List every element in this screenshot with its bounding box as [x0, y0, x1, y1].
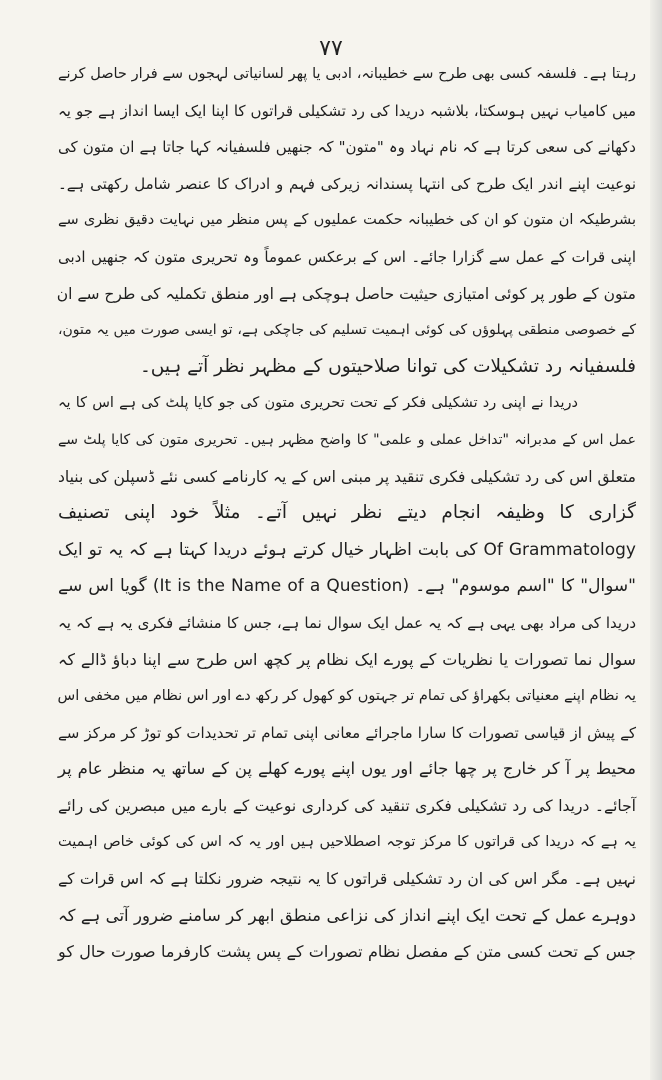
text-line: متعلق اس کی رد تشکیلی فکری تنقید پر مبنی اس کے یہ کارنامے کسی نئے ڈسپلن کی بنیاد: [58, 467, 636, 486]
text-line: جس کے تحت کسی متن کے مفصل نظام تصورات کے پس پشت کارفرما صورت حال کو: [58, 942, 636, 962]
text-line: دوہرے عمل کے تحت ایک اپنے انداز کی نزاعی منطق ابھر کر سامنے ضرور آتی ہے کہ: [58, 905, 636, 925]
text-line: اپنی قرات کے عمل سے گزارا جائے۔ اس کے برعکس عموماً وہ تحریری متون کہ جنھیں ادبی: [58, 247, 636, 266]
text-line: نوعیت اپنے اندر ایک طرح کی انتہا پسندانہ زیرکی فہم و ادراک کا عنصر شامل رکھتی ہے۔: [58, 174, 636, 193]
text-line: "سوال" کا "اسم موسوم" ہے۔ (It is the Name of a Question) گویا اس سے: [58, 576, 636, 597]
text-line: Of Grammatology کی بابت اظہار خیال کرتے ہوئے دریدا کہتا ہے کہ یہ تو ایک: [58, 539, 636, 560]
text-line: محیط پر آ کر خارج پر چھا جائے اور یوں اپنے پورے کھلے پن کے ساتھ یہ منظر عام پر: [58, 759, 636, 779]
text-line: میں کامیاب نہیں ہوسکتا، بلاشبہ دریدا کی رد تشکیلی قراتوں کا اپنا ایک ایسا انداز ہے جو یہ: [58, 101, 636, 120]
text-line: دریدا کی مراد بھی یہی ہے کہ یہ عمل ایک سوال نما ہے، جس کا منشائے فکری یہ ہے کہ یہ: [58, 613, 636, 632]
page-number: ۷۷: [319, 36, 343, 61]
text-line-paragraph-end: فلسفیانہ رد تشکیلات کی توانا صلاحیتوں کے مظہر نظر آتے ہیں۔: [139, 355, 636, 377]
text-line: متون کے طور پر کوئی امتیازی حیثیت حاصل ہوچکی ہے اور منطق تکملیہ کی طرح سے ان: [56, 284, 636, 303]
text-line: عمل اس کے مدبرانہ "تداخل عملی و علمی" کا واضح مظہر ہیں۔ تحریری متون کی کایا پلٹ سے: [58, 431, 636, 448]
text-line: کے پیش از قیاسی تصورات کا سارا ماجرائے معانی اپنی تمام تر تحدیدات کو توڑ کر مرکز سے: [58, 723, 636, 742]
body-text: [58, 56, 636, 971]
text-line: یہ ہے کہ دریدا کی قراتوں کا مرکز توجہ اصطلاحیں ہیں اور یہ کہ اس کی کوئی خاص اہمیت: [58, 834, 636, 851]
text-line: بشرطیکہ ان متون کو ان کی خطیبانہ حکمت عملیوں کے پس منظر میں نہایت دقیق نظری سے: [58, 212, 636, 229]
text-line: گزاری کا وظیفہ انجام دیتے نظر نہیں آتے۔ مثلاً خود اپنی تصنیف: [58, 502, 636, 524]
text-line: یہ نظام اپنے معنیاتی بکھراؤ کی تمام تر جہتوں کو کھول کر رکھ دے اور اس نظام میں مخفی اس: [57, 688, 636, 705]
text-line-paragraph-start: دریدا نے اپنی رد تشکیلی فکر کے تحت تحریری متون کی جو کایا پلٹ کی ہے اس کا یہ: [58, 395, 578, 412]
text-line: دکھانے کی سعی کرتا ہے کہ نام نہاد وہ "متون" کہ جنھیں فلسفیانہ کہا جاتا ہے ان متون کی: [58, 138, 636, 157]
text-line: نہیں ہے۔ مگر اس کی ان رد تشکیلی قراتوں کا یہ نتیجہ ضرور نکلتا ہے کہ اس قرات کے: [58, 870, 636, 889]
text-line: آجائے۔ دریدا کی رد تشکیلی فکری تنقید کی کرداری نوعیت کے بارے میں مبصرین کی رائے: [58, 796, 636, 815]
page-edge: [650, 0, 662, 1080]
text-line: سوال نما تصورات یا نظریات کے پورے ایک نظام پر کچھ اس طرح سے اپنا دباؤ ڈالے کہ: [58, 649, 636, 669]
text-line: کے خصوصی منطقی پہلوؤں کی کوئی اہمیت تسلیم کی جاچکی ہے، تو ایسی صورت میں یہ متون،: [58, 322, 636, 339]
text-line: رہتا ہے۔ فلسفہ کسی بھی طرح سے خطیبانہ، ادبی یا پھر لسانیاتی لہجوں سے فرار حاصل کرنے: [58, 66, 636, 82]
